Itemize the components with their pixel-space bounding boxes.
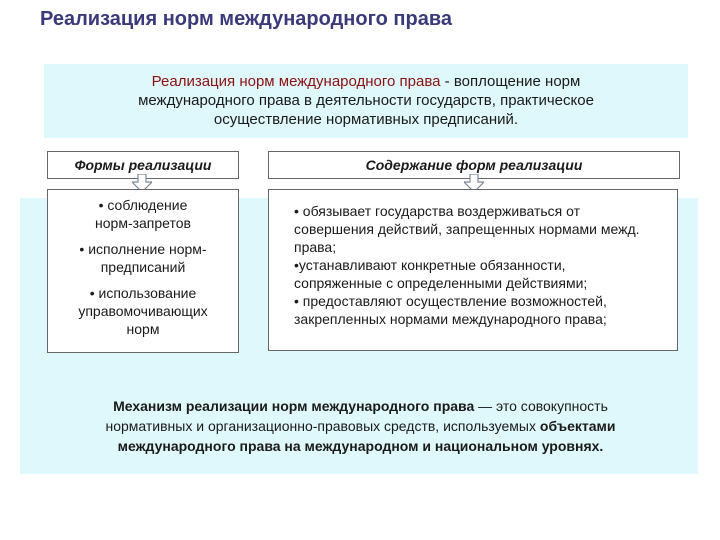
content-header: Содержание форм реализации	[268, 151, 680, 179]
content-line: сопряженные с определенными действиями;	[294, 275, 588, 291]
content-box	[268, 189, 678, 351]
mechanism-line-2	[38, 416, 683, 436]
form-line: • исполнение норм-	[79, 241, 207, 257]
content-line: права;	[294, 239, 337, 255]
mechanism-text: — это совокупность	[474, 398, 608, 414]
mechanism-line-3	[38, 436, 683, 456]
form-line: предписаний	[100, 259, 186, 275]
definition-line-2: международного права в деятельности государств, практическое	[138, 92, 594, 109]
mechanism-paragraph	[38, 396, 683, 456]
page-title: Реализация норм международного права	[40, 8, 452, 30]
forms-header: Формы реализации	[47, 151, 239, 179]
form-line: норм-запретов	[95, 215, 191, 231]
definition-term: Реализация норм международного права	[151, 73, 441, 90]
mechanism-bold: объектами	[539, 418, 616, 434]
forms-box	[47, 189, 239, 353]
definition-line-1	[44, 72, 688, 91]
form-line: • использование	[89, 285, 197, 301]
mechanism-term: Механизм реализации норм международного права	[113, 398, 475, 414]
definition-box	[44, 64, 688, 138]
form-item	[48, 196, 238, 232]
definition-line-3: осуществление нормативных предписаний.	[213, 111, 519, 128]
mechanism-text: нормативных и организационно-правовых средств, используемых	[105, 418, 540, 434]
content-line: • обязывает государства воздерживаться от	[294, 203, 581, 219]
mechanism-bold: международного права на международном и национальном уровнях.	[117, 438, 604, 454]
content-line: •устанавливают конкретные обязанности,	[294, 257, 566, 273]
mechanism-line-1	[38, 396, 683, 416]
definition-rest: - воплощение норм	[440, 73, 581, 90]
form-item	[48, 240, 238, 276]
content-line: совершения действий, запрещенных нормами межд.	[294, 221, 640, 237]
content-line: закрепленных нормами международного права;	[294, 311, 607, 327]
form-line: управомочивающих	[78, 303, 208, 319]
content-line: • предоставляют осуществление возможностей,	[294, 293, 607, 309]
form-line: • соблюдение	[98, 197, 188, 213]
form-line: норм	[126, 321, 160, 337]
form-item	[48, 284, 238, 338]
